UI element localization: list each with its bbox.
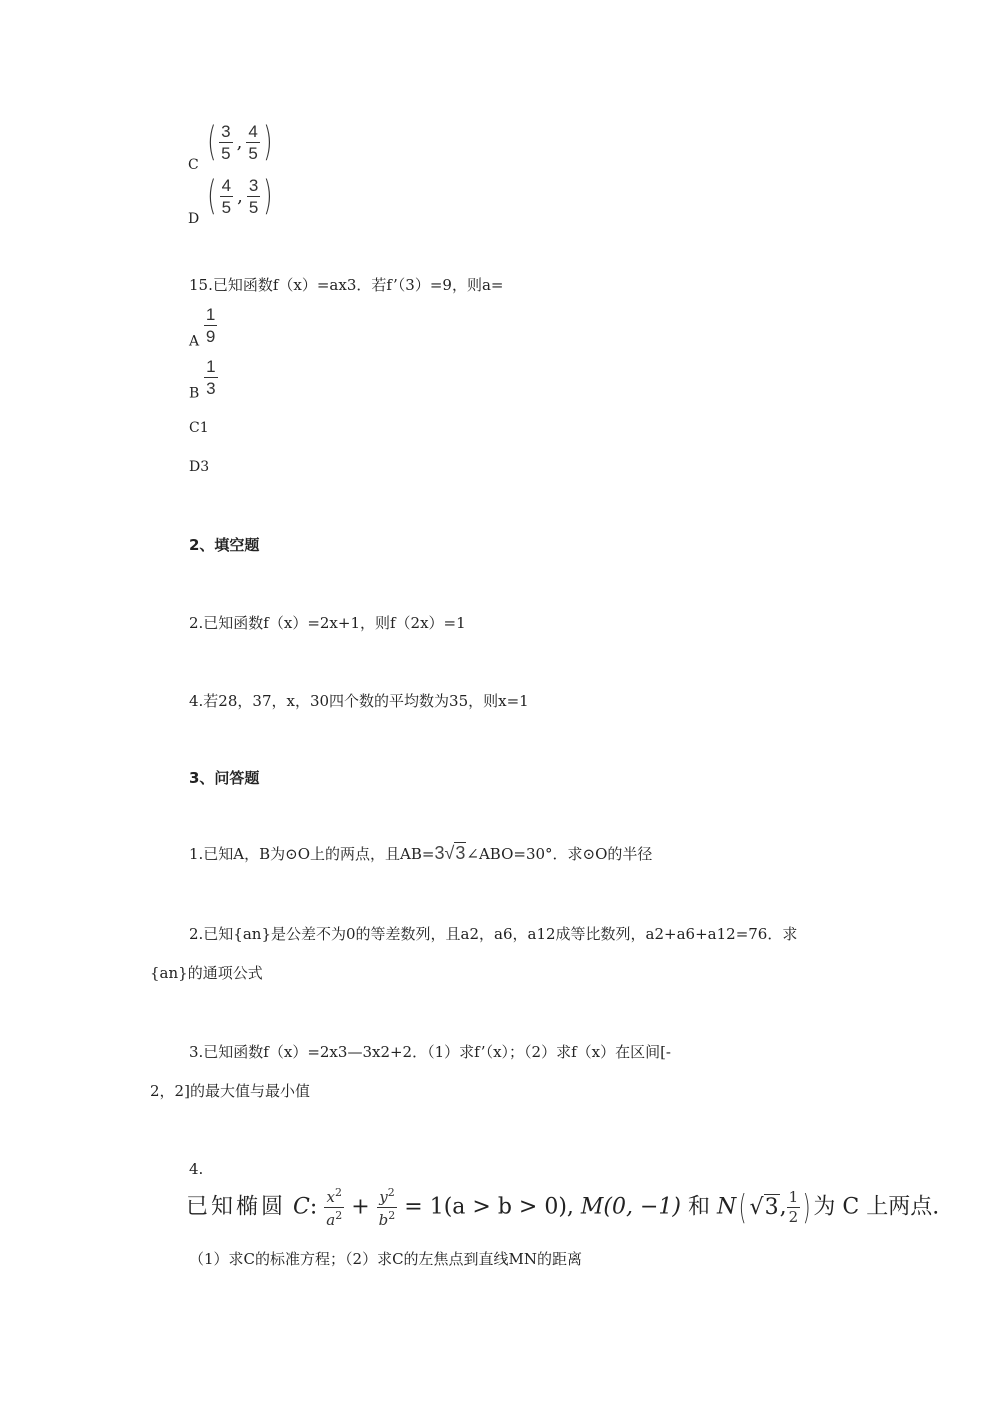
fraction: $\frac{1}{2}$ <box>788 1188 799 1226</box>
question-15-text: 15.已知函数f（x）=ax3．若f’（3）=9，则a= <box>189 276 504 294</box>
option-a[interactable]: A $\frac{1}{9}$ <box>189 305 216 350</box>
option-label: D <box>188 211 200 227</box>
fraction: $\frac{1}{3}$ <box>206 357 216 398</box>
fraction: $\frac{4}{5}$ <box>248 121 258 163</box>
section-3-question-3-line1: 3.已知函数f（x）=2x3—3x2+2．（1）求f’（x）；（2）求f（x）在区间[- <box>189 1043 672 1061</box>
option-d3[interactable]: D3 <box>189 459 210 475</box>
right-paren: ) <box>262 119 273 165</box>
fraction: $\frac{x^2}{a^2}$ <box>326 1186 343 1229</box>
section-2-question-4: 4.若28，37，x，30四个数的平均数为35，则x=1 <box>189 692 529 710</box>
fraction: $\frac{4}{5}$ <box>221 175 232 217</box>
option-d[interactable]: D ( $\frac{4}{5}$ , $\frac{3}{5}$ ) <box>188 173 273 227</box>
option-c[interactable]: C ( $\frac{3}{5}$ , $\frac{4}{5}$ ) <box>188 119 273 173</box>
right-paren: ) <box>263 173 273 219</box>
section-3-question-4-number: 4. <box>189 1160 204 1178</box>
section-3-heading: 3、问答题 <box>189 769 260 787</box>
fraction: $\frac{3}{5}$ <box>221 121 231 163</box>
fraction: $\frac{3}{5}$ <box>248 175 259 217</box>
fraction: $\frac{y^2}{b^2}$ <box>378 1186 396 1229</box>
section-3-question-4-line2: （1）求C的标准方程；（2）求C的左焦点到直线MN的距离 <box>189 1250 583 1268</box>
sqrt-symbol: √3 <box>749 1194 779 1220</box>
left-paren: ( <box>207 173 217 219</box>
ellipse-equation: 已知椭圆 C: $\frac{x^2}{a^2}$ + $\frac{y^2}{b^2}$ = 1(a > b > 0), M(0, −1) 和 N( √3, $\frac{1}{2}$ ) 为 C 上两点. <box>186 1186 940 1229</box>
option-c1[interactable]: C1 <box>189 420 209 436</box>
section-3-question-1: 1.已知A，B为⊙O上的两点，且AB=3√3∠ABO=30°．求⊙O的半径 <box>189 843 653 863</box>
option-b[interactable]: B $\frac{1}{3}$ <box>189 357 216 402</box>
sqrt-symbol: √3 <box>444 843 466 863</box>
left-paren: ( <box>206 119 216 165</box>
fraction: $\frac{1}{9}$ <box>205 305 216 346</box>
section-3-question-3-line2: 2，2]的最大值与最小值 <box>150 1082 310 1100</box>
section-3-question-2-line2: {an}的通项公式 <box>150 964 263 982</box>
section-3-question-2-line1: 2.已知{an}是公差不为0的等差数列，且a2，a6，a12成等比数列，a2+a6+a12=76．求 <box>189 925 798 943</box>
option-label: C <box>188 157 199 173</box>
section-2-question-2: 2.已知函数f（x）=2x+1，则f（2x）=1 <box>189 614 466 632</box>
section-2-heading: 2、填空题 <box>189 536 260 554</box>
